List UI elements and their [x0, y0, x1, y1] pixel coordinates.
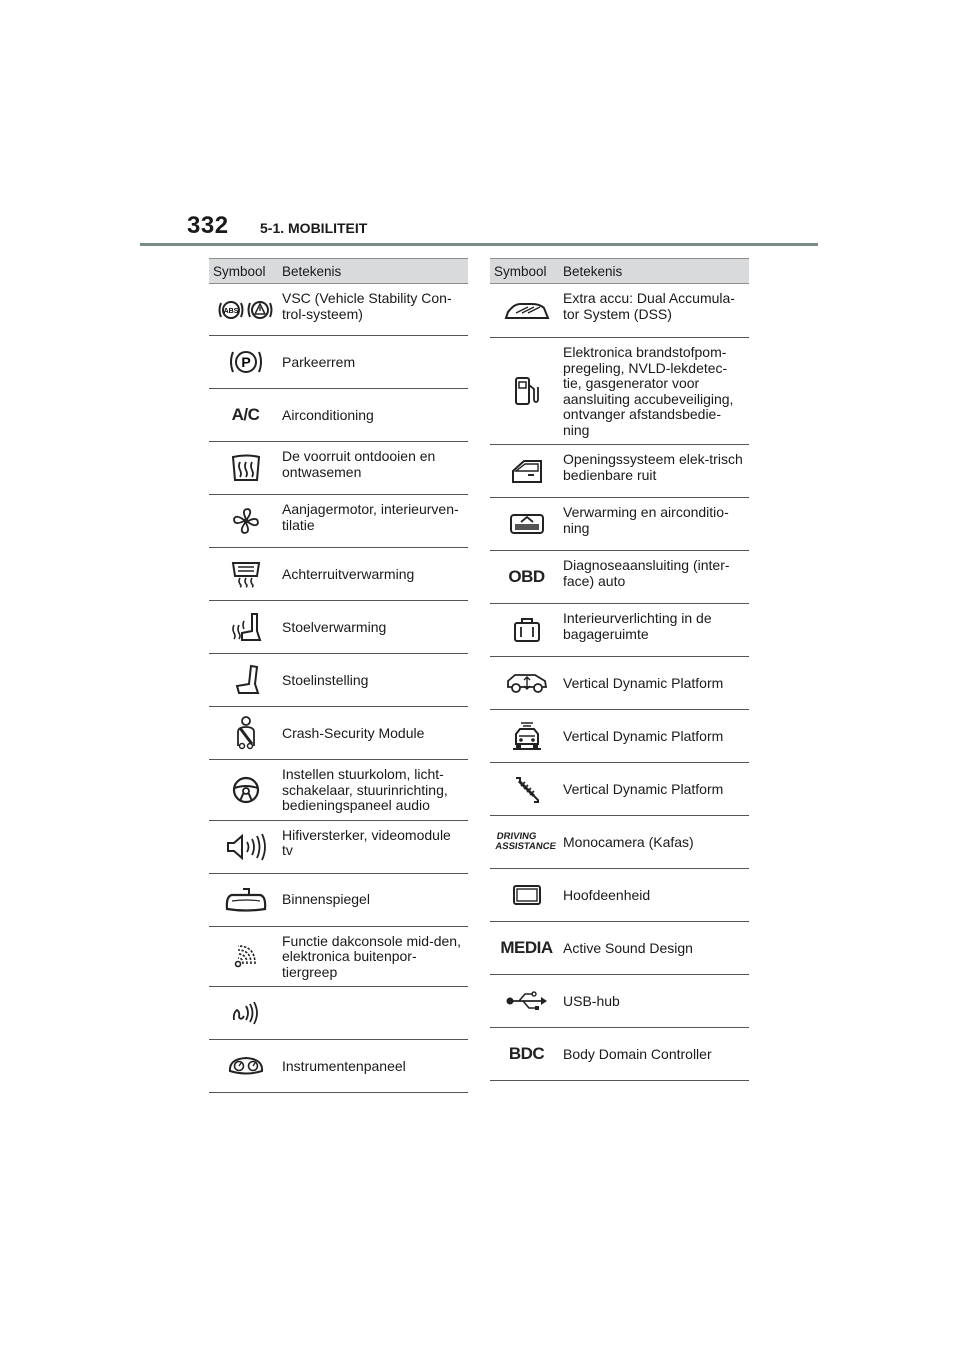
row-description: Instellen stuurkolom, licht-schakelaar, stuurinrichting, bedieningspaneel audio — [278, 760, 468, 821]
table-row — [490, 657, 749, 710]
table-row — [490, 816, 749, 869]
table-row — [490, 763, 749, 816]
table-row — [209, 548, 468, 601]
table-row — [490, 604, 749, 657]
bdc-icon: BDC — [508, 1043, 545, 1063]
svg-text:ABS: ABS — [223, 307, 238, 315]
table-row — [209, 926, 468, 987]
table-header-row — [490, 259, 749, 284]
row-description: Openingssysteem elek-trisch bedienbare ruit — [559, 445, 749, 498]
row-description: Body Domain Controller — [559, 1028, 749, 1081]
crash-security-icon — [232, 716, 260, 750]
speaker-icon — [225, 833, 267, 861]
table-row — [209, 707, 468, 760]
car-front-icon — [511, 720, 543, 752]
row-description: Diagnoseaansluiting (inter-face) auto — [559, 551, 749, 604]
table-row — [209, 987, 468, 1040]
row-description: Stoelverwarming — [278, 601, 468, 654]
svg-text:P: P — [240, 354, 251, 370]
table-row — [209, 442, 468, 495]
table-row — [490, 1028, 749, 1081]
symbol-table-right — [490, 258, 749, 1081]
seat-adjust-icon — [231, 664, 261, 696]
row-description: Parkeerrem — [278, 336, 468, 389]
row-description: De voorruit ontdooien en ontwasemen — [278, 442, 468, 495]
table-row — [490, 869, 749, 922]
table-row — [209, 495, 468, 548]
section-title: 5-1. MOBILITEIT — [260, 220, 368, 236]
ac-icon: A/C — [231, 404, 260, 424]
row-description — [278, 987, 468, 1040]
row-description: Elektronica brandstofpom-pregeling, NVLD-lekdetec-tie, gasgenerator voor aansluiting accubeveiliging, ontvanger afstandsbedie-ning — [559, 338, 749, 445]
car-window-icon — [510, 458, 544, 484]
row-description: Extra accu: Dual Accumula-tor System (DSS) — [559, 284, 749, 338]
nfc-icon — [231, 1000, 261, 1026]
header-rule — [140, 243, 818, 246]
column-header-meaning: Betekenis — [278, 259, 468, 284]
fan-icon — [231, 506, 261, 536]
row-description: Stoelinstelling — [278, 654, 468, 707]
driving-label: DRIVING — [496, 830, 538, 842]
shock-absorber-icon — [512, 774, 542, 804]
row-description: VSC (Vehicle Stability Con-trol-systeem) — [278, 284, 468, 336]
car-height-icon — [505, 671, 549, 695]
media-icon: MEDIA — [500, 937, 553, 957]
table-row — [209, 601, 468, 654]
luggage-light-icon — [512, 617, 542, 643]
table-row — [209, 284, 468, 336]
row-description: Aanjagermotor, interieurven-tilatie — [278, 495, 468, 548]
fuel-pump-icon — [513, 375, 541, 407]
driving-assistance-icon — [495, 832, 558, 852]
abs-brake-icon — [218, 297, 274, 323]
table-row — [490, 710, 749, 763]
column-header-symbol: Symbool — [209, 259, 278, 284]
symbol-table-left — [209, 258, 468, 1093]
table-row — [490, 445, 749, 498]
roof-console-icon — [232, 942, 260, 970]
table-row — [209, 760, 468, 821]
row-description: Active Sound Design — [559, 922, 749, 975]
row-description: Hoofdeenheid — [559, 869, 749, 922]
table-row — [490, 498, 749, 551]
parking-brake-icon — [226, 347, 266, 377]
table-row — [209, 820, 468, 873]
instrument-panel-icon — [227, 1055, 265, 1077]
steering-wheel-icon — [231, 775, 261, 805]
row-description: Functie dakconsole mid-den, elektronica buitenpor-tiergreep — [278, 926, 468, 987]
table-header-row — [209, 259, 468, 284]
row-description: Vertical Dynamic Platform — [559, 763, 749, 816]
table-row — [490, 922, 749, 975]
row-description: Vertical Dynamic Platform — [559, 657, 749, 710]
table-row — [209, 1040, 468, 1093]
assistance-label: ASSISTANCE — [494, 840, 557, 852]
head-unit-icon — [512, 884, 542, 906]
column-header-meaning: Betekenis — [559, 259, 749, 284]
seat-heating-icon — [230, 611, 262, 643]
rear-window-defrost-icon — [230, 560, 262, 588]
obd-icon: OBD — [508, 566, 545, 586]
column-header-symbol: Symbool — [490, 259, 559, 284]
table-row — [209, 336, 468, 389]
row-description: Instrumentenpaneel — [278, 1040, 468, 1093]
rear-mirror-icon — [224, 887, 268, 913]
table-row — [490, 551, 749, 604]
table-row — [209, 873, 468, 926]
usb-icon — [505, 990, 549, 1012]
row-description: Achterruitverwarming — [278, 548, 468, 601]
table-row — [490, 975, 749, 1028]
dual-battery-car-icon — [504, 300, 550, 322]
table-row — [209, 389, 468, 442]
row-description: Hifiversterker, videomodule tv — [278, 820, 468, 873]
row-description: Crash-Security Module — [278, 707, 468, 760]
row-description: Vertical Dynamic Platform — [559, 710, 749, 763]
row-description: Airconditioning — [278, 389, 468, 442]
windshield-defrost-icon — [231, 453, 261, 483]
table-row — [490, 338, 749, 445]
row-description: Verwarming en airconditio-ning — [559, 498, 749, 551]
row-description: USB-hub — [559, 975, 749, 1028]
table-row — [209, 654, 468, 707]
row-description: Monocamera (Kafas) — [559, 816, 749, 869]
climate-icon — [509, 512, 545, 536]
row-description: Interieurverlichting in de bagageruimte — [559, 604, 749, 657]
row-description: Binnenspiegel — [278, 873, 468, 926]
page-number: 332 — [187, 212, 229, 239]
table-row — [490, 284, 749, 338]
